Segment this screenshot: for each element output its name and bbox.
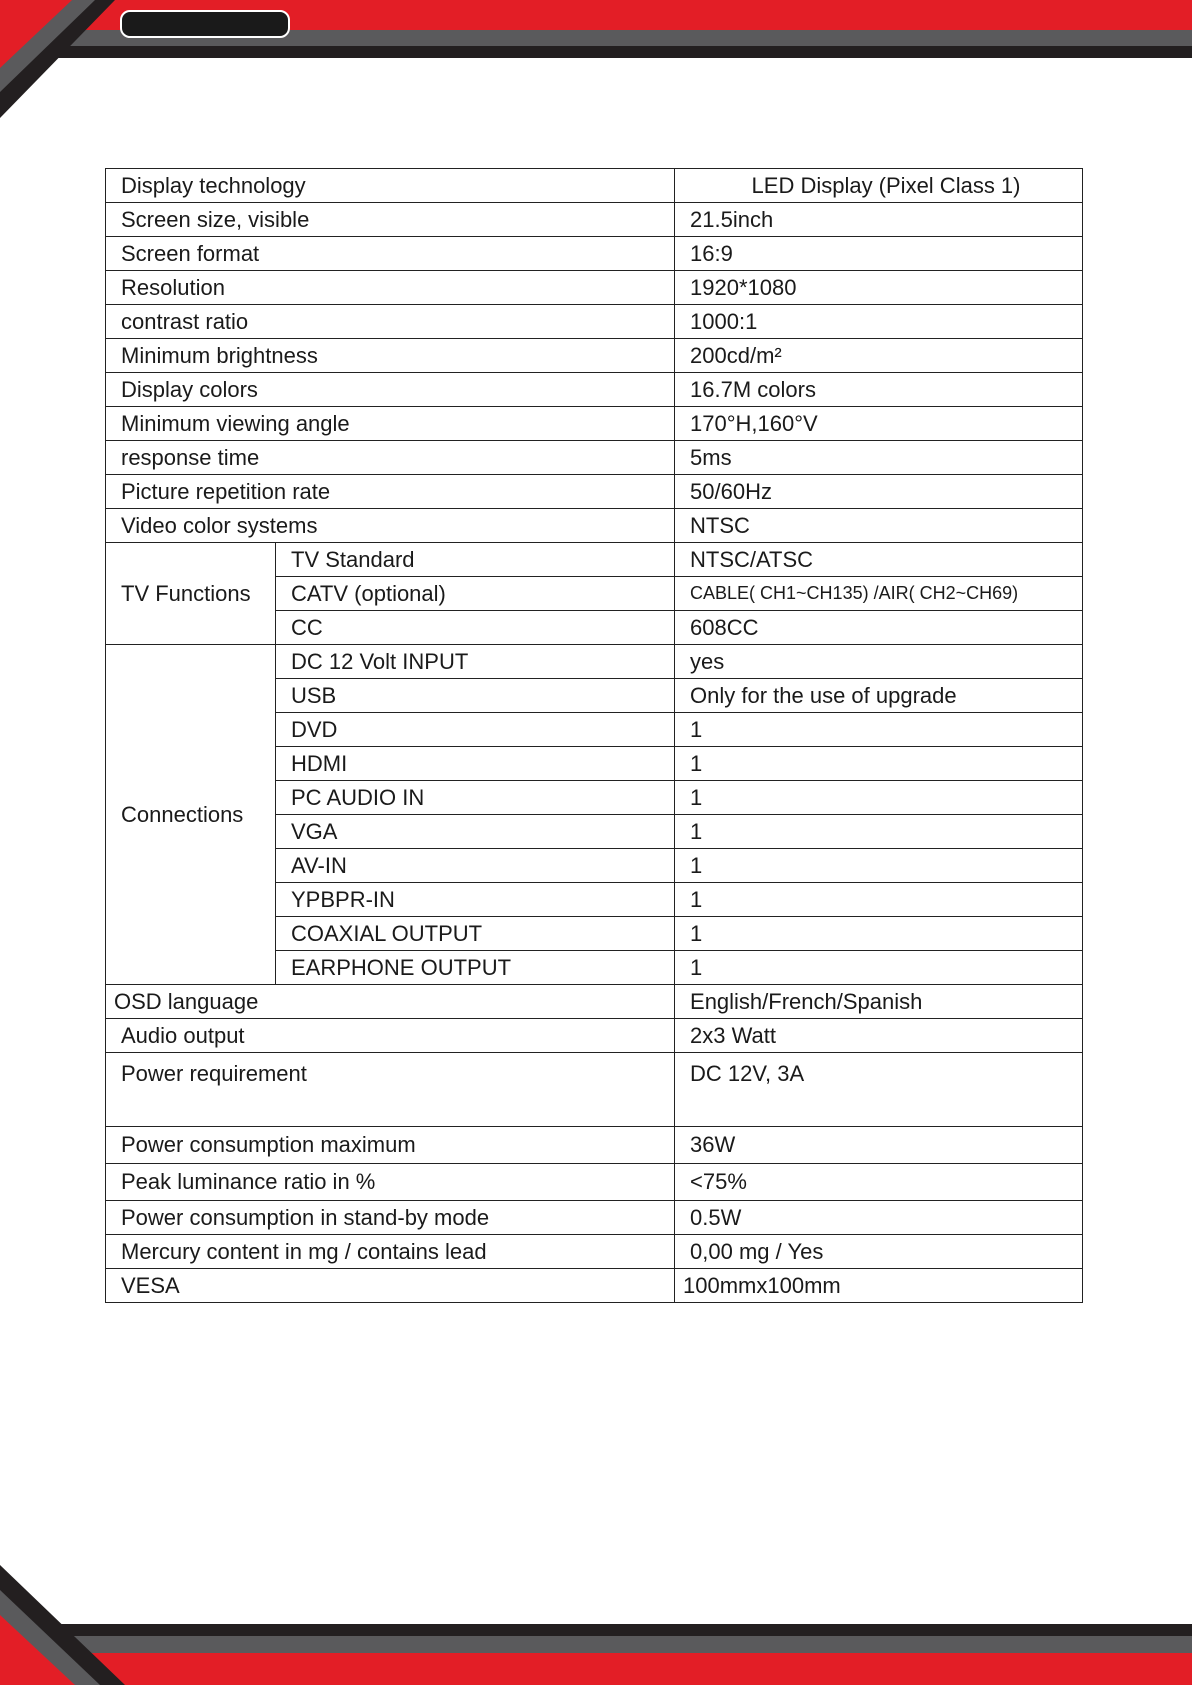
spec-value: 1 — [675, 713, 1083, 747]
spec-sublabel: DC 12 Volt INPUT — [276, 645, 675, 679]
table-row — [106, 645, 1083, 679]
spec-sublabel: COAXIAL OUTPUT — [276, 917, 675, 951]
table-row — [106, 339, 1083, 373]
table-row — [106, 407, 1083, 441]
footer-grey-stripe — [0, 1636, 1192, 1653]
spec-label: Picture repetition rate — [106, 475, 675, 509]
spec-label: Minimum brightness — [106, 339, 675, 373]
spec-label: VESA — [106, 1269, 675, 1303]
spec-value: 1000:1 — [675, 305, 1083, 339]
connections-group-label: Connections — [106, 645, 276, 985]
spec-value: NTSC — [675, 509, 1083, 543]
spec-value: DC 12V, 3A — [675, 1053, 1083, 1127]
spec-label: Audio output — [106, 1019, 675, 1053]
spec-value: 0.5W — [675, 1201, 1083, 1235]
spec-value: 36W — [675, 1127, 1083, 1164]
spec-value: 1920*1080 — [675, 271, 1083, 305]
table-row — [106, 237, 1083, 271]
spec-sublabel: EARPHONE OUTPUT — [276, 951, 675, 985]
spec-label: response time — [106, 441, 675, 475]
tv-functions-group-label: TV Functions — [106, 543, 276, 645]
spec-label: Power requirement — [106, 1053, 675, 1127]
table-row — [106, 475, 1083, 509]
spec-label: Peak luminance ratio in % — [106, 1164, 675, 1201]
spec-sublabel: HDMI — [276, 747, 675, 781]
spec-value: yes — [675, 645, 1083, 679]
spec-value: 1 — [675, 849, 1083, 883]
spec-sublabel: DVD — [276, 713, 675, 747]
table-row — [106, 373, 1083, 407]
table-row — [106, 509, 1083, 543]
spec-label: Mercury content in mg / contains lead — [106, 1235, 675, 1269]
spec-value: 21.5inch — [675, 203, 1083, 237]
table-row — [106, 1019, 1083, 1053]
spec-value: CABLE( CH1~CH135) /AIR( CH2~CH69) — [675, 577, 1083, 611]
spec-label: Display colors — [106, 373, 675, 407]
spec-value: 2x3 Watt — [675, 1019, 1083, 1053]
spec-value: 50/60Hz — [675, 475, 1083, 509]
spec-value: English/French/Spanish — [675, 985, 1083, 1019]
spec-value: 1 — [675, 747, 1083, 781]
spec-value: <75% — [675, 1164, 1083, 1201]
spec-value: 5ms — [675, 441, 1083, 475]
spec-sublabel: PC AUDIO IN — [276, 781, 675, 815]
table-row — [106, 271, 1083, 305]
header-tab — [120, 10, 290, 38]
footer-dark-stripe — [0, 1624, 1192, 1636]
spec-table — [105, 168, 1083, 1303]
table-row — [106, 305, 1083, 339]
table-row — [106, 1235, 1083, 1269]
spec-sublabel: AV-IN — [276, 849, 675, 883]
table-row — [106, 1127, 1083, 1164]
spec-value: 608CC — [675, 611, 1083, 645]
spec-label: Power consumption maximum — [106, 1127, 675, 1164]
spec-value: 200cd/m² — [675, 339, 1083, 373]
spec-sublabel: USB — [276, 679, 675, 713]
table-row — [106, 1201, 1083, 1235]
spec-sublabel: TV Standard — [276, 543, 675, 577]
table-row — [106, 1269, 1083, 1303]
spec-value: Only for the use of upgrade — [675, 679, 1083, 713]
spec-label: contrast ratio — [106, 305, 675, 339]
spec-value: 16:9 — [675, 237, 1083, 271]
spec-label: Display technology — [106, 169, 675, 203]
table-row — [106, 441, 1083, 475]
spec-value: 1 — [675, 951, 1083, 985]
table-row — [106, 1164, 1083, 1201]
spec-value: 1 — [675, 917, 1083, 951]
spec-label: Screen format — [106, 237, 675, 271]
header-dark-stripe — [0, 46, 1192, 58]
spec-value: 100mmx100mm — [675, 1269, 1083, 1303]
spec-label: Minimum viewing angle — [106, 407, 675, 441]
spec-label: Screen size, visible — [106, 203, 675, 237]
spec-value: LED Display (Pixel Class 1) — [675, 169, 1083, 203]
footer-banner — [0, 1560, 1192, 1685]
spec-value: 0,00 mg / Yes — [675, 1235, 1083, 1269]
spec-label: Power consumption in stand-by mode — [106, 1201, 675, 1235]
spec-sublabel: CC — [276, 611, 675, 645]
spec-value: 1 — [675, 781, 1083, 815]
spec-value: NTSC/ATSC — [675, 543, 1083, 577]
spec-value: 170°H,160°V — [675, 407, 1083, 441]
spec-value: 1 — [675, 815, 1083, 849]
spec-label: OSD language — [106, 985, 675, 1019]
spec-sublabel: CATV (optional) — [276, 577, 675, 611]
spec-sublabel: YPBPR-IN — [276, 883, 675, 917]
spec-label: Resolution — [106, 271, 675, 305]
footer-red-stripe — [0, 1653, 1192, 1685]
table-row — [106, 169, 1083, 203]
spec-sublabel: VGA — [276, 815, 675, 849]
table-row — [106, 985, 1083, 1019]
table-row — [106, 543, 1083, 577]
spec-label: Video color systems — [106, 509, 675, 543]
table-row — [106, 1053, 1083, 1127]
spec-value: 16.7M colors — [675, 373, 1083, 407]
spec-value: 1 — [675, 883, 1083, 917]
table-row — [106, 203, 1083, 237]
